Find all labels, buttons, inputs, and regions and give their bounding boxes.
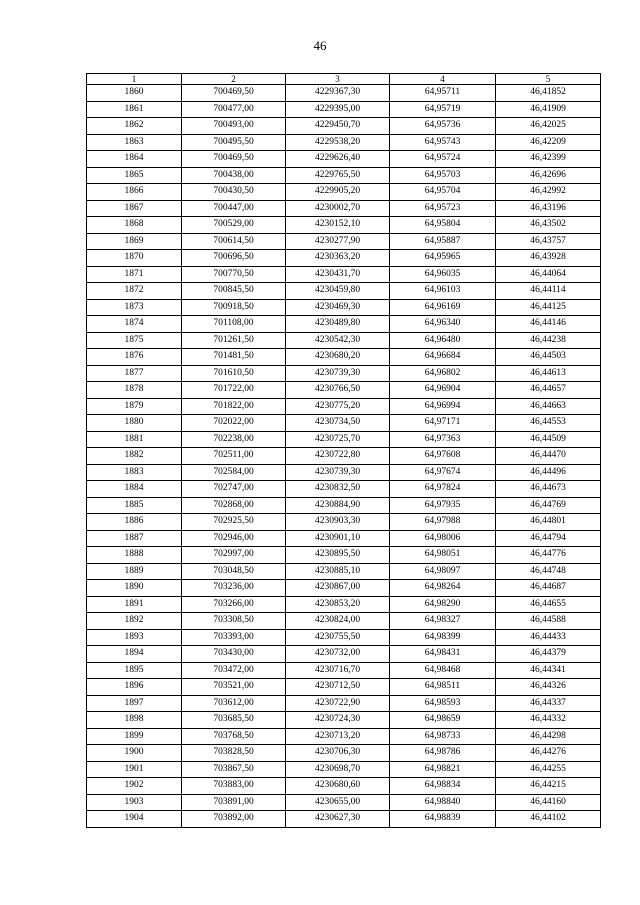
table-cell-col-4: 64,98051 xyxy=(390,547,496,564)
table-cell-col-1: 1885 xyxy=(87,497,182,514)
table-cell-col-1: 1902 xyxy=(87,778,182,795)
table-cell-col-2: 700845,50 xyxy=(182,283,286,300)
table-cell-col-4: 64,96904 xyxy=(390,382,496,399)
table-cell-col-4: 64,95804 xyxy=(390,217,496,234)
table-cell-col-5: 46,44687 xyxy=(496,580,601,597)
table-cell-col-1: 1871 xyxy=(87,266,182,283)
table-cell-col-2: 702584,00 xyxy=(182,464,286,481)
table-row xyxy=(87,134,601,151)
table-cell-col-1: 1886 xyxy=(87,514,182,531)
table-row xyxy=(87,662,601,679)
table-row xyxy=(87,184,601,201)
table-row xyxy=(87,695,601,712)
table-cell-col-4: 64,98468 xyxy=(390,662,496,679)
table-cell-col-3: 4229450,70 xyxy=(286,118,390,135)
table-cell-col-3: 4230722,90 xyxy=(286,695,390,712)
page-number: 46 xyxy=(313,38,327,53)
table-cell-col-4: 64,98834 xyxy=(390,778,496,795)
table-row xyxy=(87,596,601,613)
table-cell-col-2: 703430,00 xyxy=(182,646,286,663)
table-cell-col-3: 4230775,20 xyxy=(286,398,390,415)
table-cell-col-4: 64,97363 xyxy=(390,431,496,448)
table-cell-col-5: 46,41852 xyxy=(496,85,601,102)
table-cell-col-3: 4230469,30 xyxy=(286,299,390,316)
table-cell-col-2: 700430,50 xyxy=(182,184,286,201)
table-cell-col-1: 1897 xyxy=(87,695,182,712)
table-row xyxy=(87,250,601,267)
table-cell-col-5: 46,42025 xyxy=(496,118,601,135)
table-cell-col-5: 46,44673 xyxy=(496,481,601,498)
table-cell-col-5: 46,44503 xyxy=(496,349,601,366)
table-cell-col-2: 700447,00 xyxy=(182,200,286,217)
table-row xyxy=(87,778,601,795)
table-cell-col-3: 4230766,50 xyxy=(286,382,390,399)
table-cell-col-1: 1878 xyxy=(87,382,182,399)
table-cell-col-4: 64,98593 xyxy=(390,695,496,712)
table-cell-col-3: 4229765,50 xyxy=(286,167,390,184)
table-cell-col-1: 1903 xyxy=(87,794,182,811)
table-row xyxy=(87,728,601,745)
table-row xyxy=(87,629,601,646)
table-row xyxy=(87,365,601,382)
table-cell-col-5: 46,43928 xyxy=(496,250,601,267)
table-cell-col-2: 702747,00 xyxy=(182,481,286,498)
table-cell-col-5: 46,41909 xyxy=(496,101,601,118)
table-row xyxy=(87,811,601,828)
table-cell-col-1: 1904 xyxy=(87,811,182,828)
table-cell-col-2: 700614,50 xyxy=(182,233,286,250)
table-row xyxy=(87,613,601,630)
table-cell-col-5: 46,44298 xyxy=(496,728,601,745)
table-cell-col-5: 46,44102 xyxy=(496,811,601,828)
table-cell-col-1: 1860 xyxy=(87,85,182,102)
table-cell-col-4: 64,97935 xyxy=(390,497,496,514)
table-cell-col-3: 4230698,70 xyxy=(286,761,390,778)
table-cell-col-3: 4230853,20 xyxy=(286,596,390,613)
table-cell-col-2: 702238,00 xyxy=(182,431,286,448)
table-cell-col-5: 46,43757 xyxy=(496,233,601,250)
table-cell-col-3: 4230884,90 xyxy=(286,497,390,514)
table-row xyxy=(87,794,601,811)
table-cell-col-1: 1884 xyxy=(87,481,182,498)
table-row xyxy=(87,398,601,415)
table-cell-col-2: 703768,50 xyxy=(182,728,286,745)
table-cell-col-5: 46,43196 xyxy=(496,200,601,217)
table-cell-col-2: 702925,50 xyxy=(182,514,286,531)
table-cell-col-4: 64,98327 xyxy=(390,613,496,630)
table-cell-col-1: 1898 xyxy=(87,712,182,729)
table-cell-col-2: 703472,00 xyxy=(182,662,286,679)
header-cell-col-5: 5 xyxy=(496,74,601,85)
table-cell-col-2: 701610,50 xyxy=(182,365,286,382)
table-cell-col-4: 64,98399 xyxy=(390,629,496,646)
table-cell-col-1: 1891 xyxy=(87,596,182,613)
table-header xyxy=(87,74,601,85)
table-cell-col-1: 1870 xyxy=(87,250,182,267)
table-cell-col-1: 1877 xyxy=(87,365,182,382)
table-cell-col-5: 46,43502 xyxy=(496,217,601,234)
table-cell-col-5: 46,44496 xyxy=(496,464,601,481)
table-cell-col-5: 46,44470 xyxy=(496,448,601,465)
table-cell-col-3: 4229367,30 xyxy=(286,85,390,102)
header-cell-col-4: 4 xyxy=(390,74,496,85)
table-cell-col-2: 700469,50 xyxy=(182,151,286,168)
table-cell-col-3: 4230431,70 xyxy=(286,266,390,283)
table-cell-col-5: 46,44341 xyxy=(496,662,601,679)
table-cell-col-3: 4230627,30 xyxy=(286,811,390,828)
table-row xyxy=(87,745,601,762)
table-row xyxy=(87,580,601,597)
table-cell-col-5: 46,44553 xyxy=(496,415,601,432)
table-cell-col-2: 701822,00 xyxy=(182,398,286,415)
table-cell-col-5: 46,44663 xyxy=(496,398,601,415)
table-row xyxy=(87,101,601,118)
table-cell-col-2: 703883,00 xyxy=(182,778,286,795)
table-cell-col-2: 700438,00 xyxy=(182,167,286,184)
table-cell-col-1: 1875 xyxy=(87,332,182,349)
table-cell-col-1: 1887 xyxy=(87,530,182,547)
table-cell-col-3: 4230713,20 xyxy=(286,728,390,745)
table-cell-col-3: 4230002,70 xyxy=(286,200,390,217)
table-cell-col-2: 701722,00 xyxy=(182,382,286,399)
table-cell-col-1: 1881 xyxy=(87,431,182,448)
table-row xyxy=(87,332,601,349)
table-cell-col-5: 46,44379 xyxy=(496,646,601,663)
table-cell-col-1: 1901 xyxy=(87,761,182,778)
table-row xyxy=(87,679,601,696)
table-cell-col-2: 703685,50 xyxy=(182,712,286,729)
table-cell-col-3: 4230895,50 xyxy=(286,547,390,564)
table-cell-col-5: 46,42992 xyxy=(496,184,601,201)
table-cell-col-3: 4230655,00 xyxy=(286,794,390,811)
table-cell-col-3: 4230712,50 xyxy=(286,679,390,696)
table-cell-col-1: 1874 xyxy=(87,316,182,333)
table-cell-col-1: 1863 xyxy=(87,134,182,151)
table-cell-col-3: 4230489,80 xyxy=(286,316,390,333)
table-cell-col-4: 64,95743 xyxy=(390,134,496,151)
table-cell-col-2: 703892,00 xyxy=(182,811,286,828)
table-row xyxy=(87,299,601,316)
table-cell-col-4: 64,96169 xyxy=(390,299,496,316)
table-row xyxy=(87,167,601,184)
table-cell-col-2: 703266,00 xyxy=(182,596,286,613)
table-cell-col-2: 703048,50 xyxy=(182,563,286,580)
table-row xyxy=(87,151,601,168)
table-row xyxy=(87,118,601,135)
table-cell-col-1: 1888 xyxy=(87,547,182,564)
table-cell-col-3: 4230901,10 xyxy=(286,530,390,547)
table-cell-col-5: 46,44160 xyxy=(496,794,601,811)
table-cell-col-3: 4229626,40 xyxy=(286,151,390,168)
table-cell-col-5: 46,44114 xyxy=(496,283,601,300)
coordinates-table xyxy=(86,73,601,828)
table-cell-col-5: 46,44146 xyxy=(496,316,601,333)
table-row xyxy=(87,712,601,729)
table-cell-col-2: 700529,00 xyxy=(182,217,286,234)
table-cell-col-5: 46,44215 xyxy=(496,778,601,795)
table-cell-col-3: 4230824,00 xyxy=(286,613,390,630)
table-row xyxy=(87,448,601,465)
table-cell-col-3: 4230725,70 xyxy=(286,431,390,448)
table-cell-col-1: 1883 xyxy=(87,464,182,481)
table-cell-col-5: 46,44613 xyxy=(496,365,601,382)
table-cell-col-2: 702946,00 xyxy=(182,530,286,547)
table-cell-col-2: 701108,00 xyxy=(182,316,286,333)
table-row xyxy=(87,530,601,547)
table-cell-col-2: 702868,00 xyxy=(182,497,286,514)
table-cell-col-5: 46,42696 xyxy=(496,167,601,184)
table-cell-col-4: 64,98733 xyxy=(390,728,496,745)
table-cell-col-2: 703891,00 xyxy=(182,794,286,811)
table-body xyxy=(87,85,601,828)
table-cell-col-5: 46,44801 xyxy=(496,514,601,531)
table-row xyxy=(87,283,601,300)
table-cell-col-3: 4230832,50 xyxy=(286,481,390,498)
table-cell-col-4: 64,95704 xyxy=(390,184,496,201)
table-cell-col-5: 46,44332 xyxy=(496,712,601,729)
table-cell-col-5: 46,44337 xyxy=(496,695,601,712)
table-row xyxy=(87,514,601,531)
table-cell-col-3: 4230732,00 xyxy=(286,646,390,663)
header-cell-col-3: 3 xyxy=(286,74,390,85)
table-cell-col-1: 1900 xyxy=(87,745,182,762)
table-cell-col-2: 702511,00 xyxy=(182,448,286,465)
table-cell-col-5: 46,44794 xyxy=(496,530,601,547)
table-cell-col-2: 702997,00 xyxy=(182,547,286,564)
table-cell-col-1: 1861 xyxy=(87,101,182,118)
table-cell-col-3: 4230885,10 xyxy=(286,563,390,580)
table-cell-col-3: 4230724,30 xyxy=(286,712,390,729)
table-cell-col-3: 4230363,20 xyxy=(286,250,390,267)
table-cell-col-1: 1899 xyxy=(87,728,182,745)
header-cell-col-2: 2 xyxy=(182,74,286,85)
table-row xyxy=(87,233,601,250)
table-row xyxy=(87,761,601,778)
table-cell-col-5: 46,44769 xyxy=(496,497,601,514)
table-cell-col-1: 1866 xyxy=(87,184,182,201)
table-cell-col-1: 1890 xyxy=(87,580,182,597)
table-cell-col-5: 46,44776 xyxy=(496,547,601,564)
table-row xyxy=(87,200,601,217)
table-cell-col-4: 64,98097 xyxy=(390,563,496,580)
table-row xyxy=(87,497,601,514)
table-cell-col-1: 1894 xyxy=(87,646,182,663)
table-row xyxy=(87,85,601,102)
table-cell-col-3: 4230716,70 xyxy=(286,662,390,679)
table-cell-col-2: 701261,50 xyxy=(182,332,286,349)
table-cell-col-1: 1867 xyxy=(87,200,182,217)
table-cell-col-3: 4230755,50 xyxy=(286,629,390,646)
table-cell-col-5: 46,44657 xyxy=(496,382,601,399)
table-cell-col-2: 700495,50 xyxy=(182,134,286,151)
table-cell-col-4: 64,97674 xyxy=(390,464,496,481)
table-cell-col-3: 4230152,10 xyxy=(286,217,390,234)
table-cell-col-4: 64,96103 xyxy=(390,283,496,300)
table-cell-col-5: 46,44064 xyxy=(496,266,601,283)
table-cell-col-4: 64,98431 xyxy=(390,646,496,663)
table-cell-col-3: 4230706,30 xyxy=(286,745,390,762)
table-cell-col-1: 1869 xyxy=(87,233,182,250)
header-cell-col-1: 1 xyxy=(87,74,182,85)
table-row xyxy=(87,382,601,399)
table-cell-col-5: 46,44255 xyxy=(496,761,601,778)
table-cell-col-1: 1893 xyxy=(87,629,182,646)
table-cell-col-4: 64,97988 xyxy=(390,514,496,531)
table-cell-col-3: 4230722,80 xyxy=(286,448,390,465)
table-cell-col-1: 1864 xyxy=(87,151,182,168)
table-cell-col-2: 703308,50 xyxy=(182,613,286,630)
table-cell-col-1: 1880 xyxy=(87,415,182,432)
table-row xyxy=(87,481,601,498)
table-row xyxy=(87,415,601,432)
table-cell-col-1: 1892 xyxy=(87,613,182,630)
table-cell-col-4: 64,95736 xyxy=(390,118,496,135)
table-cell-col-5: 46,44655 xyxy=(496,596,601,613)
header-row xyxy=(87,74,601,85)
table-cell-col-2: 700770,50 xyxy=(182,266,286,283)
table-cell-col-5: 46,44433 xyxy=(496,629,601,646)
table-cell-col-1: 1896 xyxy=(87,679,182,696)
table-cell-col-4: 64,96802 xyxy=(390,365,496,382)
table-cell-col-4: 64,98786 xyxy=(390,745,496,762)
table-cell-col-4: 64,98006 xyxy=(390,530,496,547)
table-cell-col-1: 1889 xyxy=(87,563,182,580)
table-cell-col-3: 4230734,50 xyxy=(286,415,390,432)
table-cell-col-2: 703236,00 xyxy=(182,580,286,597)
table-row xyxy=(87,217,601,234)
table-cell-col-4: 64,95724 xyxy=(390,151,496,168)
table-cell-col-4: 64,98264 xyxy=(390,580,496,597)
table-row xyxy=(87,464,601,481)
table-cell-col-3: 4230277,90 xyxy=(286,233,390,250)
table-cell-col-5: 46,44125 xyxy=(496,299,601,316)
table-cell-col-5: 46,44326 xyxy=(496,679,601,696)
table-cell-col-2: 700469,50 xyxy=(182,85,286,102)
table-cell-col-4: 64,96340 xyxy=(390,316,496,333)
table-cell-col-3: 4230542,30 xyxy=(286,332,390,349)
table-cell-col-1: 1868 xyxy=(87,217,182,234)
table-cell-col-3: 4230739,30 xyxy=(286,365,390,382)
table-row xyxy=(87,266,601,283)
table-cell-col-2: 700918,50 xyxy=(182,299,286,316)
table-cell-col-5: 46,44588 xyxy=(496,613,601,630)
table-row xyxy=(87,349,601,366)
table-cell-col-4: 64,98290 xyxy=(390,596,496,613)
table-cell-col-2: 703612,00 xyxy=(182,695,286,712)
table-cell-col-2: 703521,00 xyxy=(182,679,286,696)
table-cell-col-3: 4229538,20 xyxy=(286,134,390,151)
table-cell-col-1: 1873 xyxy=(87,299,182,316)
table-cell-col-2: 703867,50 xyxy=(182,761,286,778)
table-cell-col-4: 64,95965 xyxy=(390,250,496,267)
table-cell-col-3: 4230867,00 xyxy=(286,580,390,597)
table-cell-col-1: 1876 xyxy=(87,349,182,366)
table-cell-col-4: 64,95703 xyxy=(390,167,496,184)
table-cell-col-2: 703393,00 xyxy=(182,629,286,646)
table-cell-col-3: 4229395,00 xyxy=(286,101,390,118)
table-cell-col-4: 64,95719 xyxy=(390,101,496,118)
table-cell-col-1: 1862 xyxy=(87,118,182,135)
table-cell-col-4: 64,95711 xyxy=(390,85,496,102)
table-cell-col-5: 46,44748 xyxy=(496,563,601,580)
table-cell-col-3: 4230739,30 xyxy=(286,464,390,481)
table-cell-col-4: 64,96035 xyxy=(390,266,496,283)
table-cell-col-2: 700493,00 xyxy=(182,118,286,135)
table-cell-col-3: 4229905,20 xyxy=(286,184,390,201)
table-cell-col-5: 46,42209 xyxy=(496,134,601,151)
table-cell-col-1: 1879 xyxy=(87,398,182,415)
table-cell-col-1: 1865 xyxy=(87,167,182,184)
table-row xyxy=(87,316,601,333)
table-cell-col-1: 1882 xyxy=(87,448,182,465)
table-cell-col-4: 64,95887 xyxy=(390,233,496,250)
table-cell-col-4: 64,98659 xyxy=(390,712,496,729)
table-cell-col-5: 46,44238 xyxy=(496,332,601,349)
table-cell-col-5: 46,44276 xyxy=(496,745,601,762)
table-cell-col-4: 64,97608 xyxy=(390,448,496,465)
table-cell-col-3: 4230903,30 xyxy=(286,514,390,531)
table-cell-col-5: 46,42399 xyxy=(496,151,601,168)
table-row xyxy=(87,563,601,580)
table-row xyxy=(87,646,601,663)
table-cell-col-4: 64,97171 xyxy=(390,415,496,432)
table-cell-col-4: 64,96994 xyxy=(390,398,496,415)
table-cell-col-1: 1872 xyxy=(87,283,182,300)
table-cell-col-2: 700696,50 xyxy=(182,250,286,267)
table-cell-col-2: 703828,50 xyxy=(182,745,286,762)
table-cell-col-3: 4230680,60 xyxy=(286,778,390,795)
table-cell-col-4: 64,95723 xyxy=(390,200,496,217)
table-row xyxy=(87,547,601,564)
table-cell-col-1: 1895 xyxy=(87,662,182,679)
table-cell-col-5: 46,44509 xyxy=(496,431,601,448)
table-cell-col-2: 701481,50 xyxy=(182,349,286,366)
table-cell-col-2: 700477,00 xyxy=(182,101,286,118)
table-cell-col-4: 64,98511 xyxy=(390,679,496,696)
table-cell-col-4: 64,98839 xyxy=(390,811,496,828)
table-cell-col-4: 64,98840 xyxy=(390,794,496,811)
table-cell-col-4: 64,96684 xyxy=(390,349,496,366)
table-cell-col-4: 64,97824 xyxy=(390,481,496,498)
table-cell-col-2: 702022,00 xyxy=(182,415,286,432)
table-cell-col-4: 64,96480 xyxy=(390,332,496,349)
table-cell-col-3: 4230680,20 xyxy=(286,349,390,366)
table-cell-col-3: 4230459,80 xyxy=(286,283,390,300)
table-row xyxy=(87,431,601,448)
table-cell-col-4: 64,98821 xyxy=(390,761,496,778)
